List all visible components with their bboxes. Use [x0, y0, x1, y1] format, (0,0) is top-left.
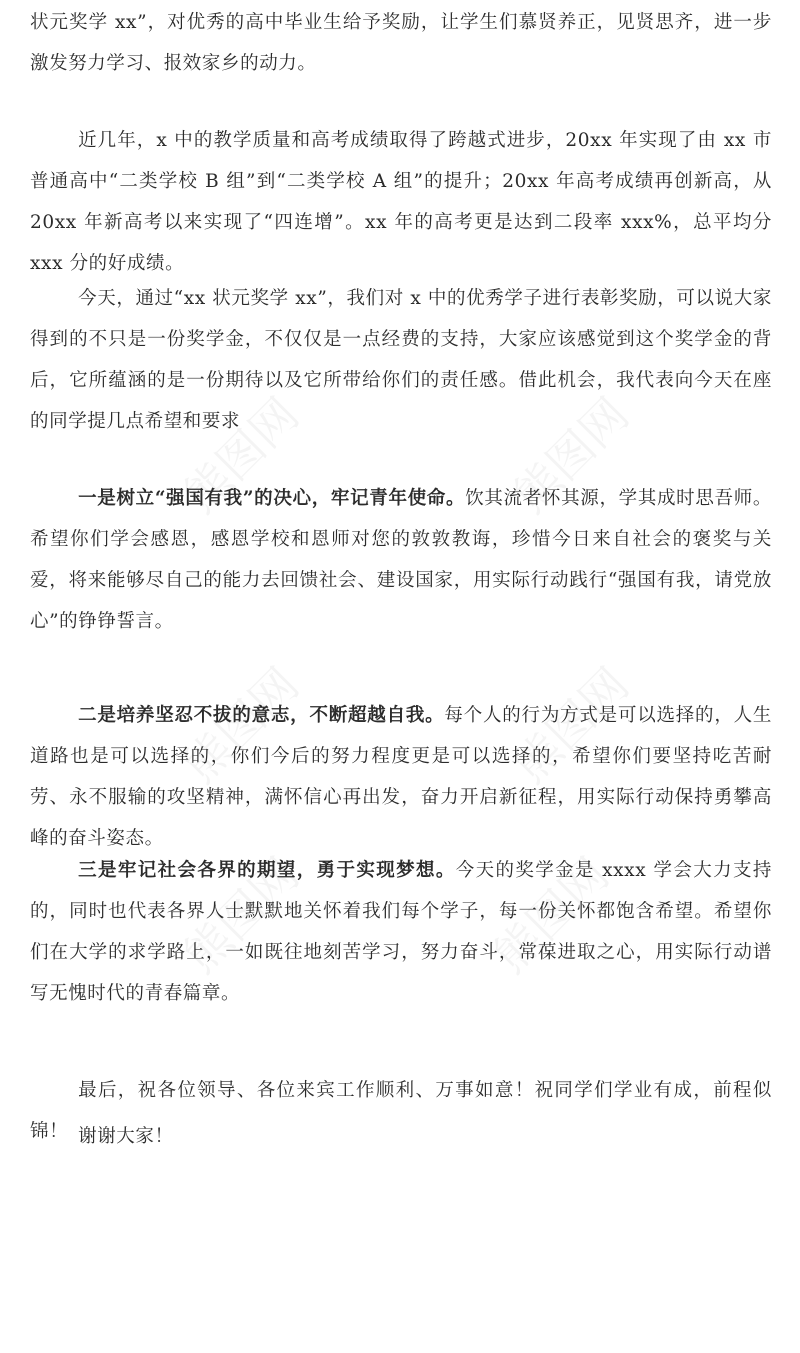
paragraph-lead: 一是树立“强国有我”的决心，牢记青年使命。	[78, 488, 466, 509]
paragraph	[30, 850, 772, 1014]
paragraph-text: 状元奖学 xx”，对优秀的高中毕业生给予奖励，让学生们慕贤养正，见贤思齐，进一步激发努力学习、报效家乡的动力。	[30, 12, 772, 74]
paragraph-text: 近几年，x 中的教学质量和高考成绩取得了跨越式进步，20xx 年实现了由 xx 市普通高中“二类学校 B 组”到“二类学校 A 组”的提升；20xx 年高考成绩再创新高，从 20xx 年新高考以来实现了“四连增”。xx 年的高考更是达到二段率 xxx%，总平均分 xxx 分的好成绩。	[30, 130, 772, 274]
paragraph	[30, 478, 772, 642]
paragraph-lead: 三是牢记社会各界的期望，勇于实现梦想。	[78, 860, 456, 881]
paragraph	[30, 695, 772, 859]
paragraph-text: 每个人的行为方式是可以选择的，人生道路也是可以选择的，你们今后的努力程度更是可以选择的，希望你们要坚持吃苦耐劳、永不服输的攻坚精神，满怀信心再出发，奋力开启新征程，用实际行动保持勇攀高峰的奋斗姿态。	[30, 705, 773, 849]
paragraph-text: 今天，通过“xx 状元奖学 xx”，我们对 x 中的优秀学子进行表彰奖励，可以说大家得到的不只是一份奖学金，不仅仅是一点经费的支持，大家应该感觉到这个奖学金的背后，它所蕴涵的是一份期待以及它所带给你们的责任感。借此机会，我代表向今天在座的同学提几点希望和要求	[30, 288, 772, 432]
paragraph	[30, 120, 772, 284]
paragraph-lead: 二是培养坚忍不拔的意志，不断超越自我。	[78, 705, 445, 726]
paragraph	[30, 2, 772, 84]
paragraph	[30, 1116, 772, 1157]
paragraph-text: 最后，祝各位领导、各位来宾工作顺利、万事如意！祝同学们学业有成，前程似锦！	[30, 1080, 772, 1142]
paragraph-text: 谢谢大家！	[78, 1126, 174, 1147]
paragraph-text: 今天的奖学金是 xxxx 学会大力支持的，同时也代表各界人士默默地关怀着我们每个学子，每一份关怀都饱含希望。希望你们在大学的求学路上，一如既往地刻苦学习，努力奋斗，常葆进取之心，用实际行动谱写无愧时代的青春篇章。	[30, 860, 772, 1004]
paragraph	[30, 278, 772, 442]
paragraph-text: 饮其流者怀其源，学其成时思吾师。希望你们学会感恩，感恩学校和恩师对您的敦敦教诲，珍惜今日来自社会的褒奖与关爱，将来能够尽自己的能力去回馈社会、建设国家，用实际行动践行“强国有我，请党放心”的铮铮誓言。	[30, 488, 772, 632]
